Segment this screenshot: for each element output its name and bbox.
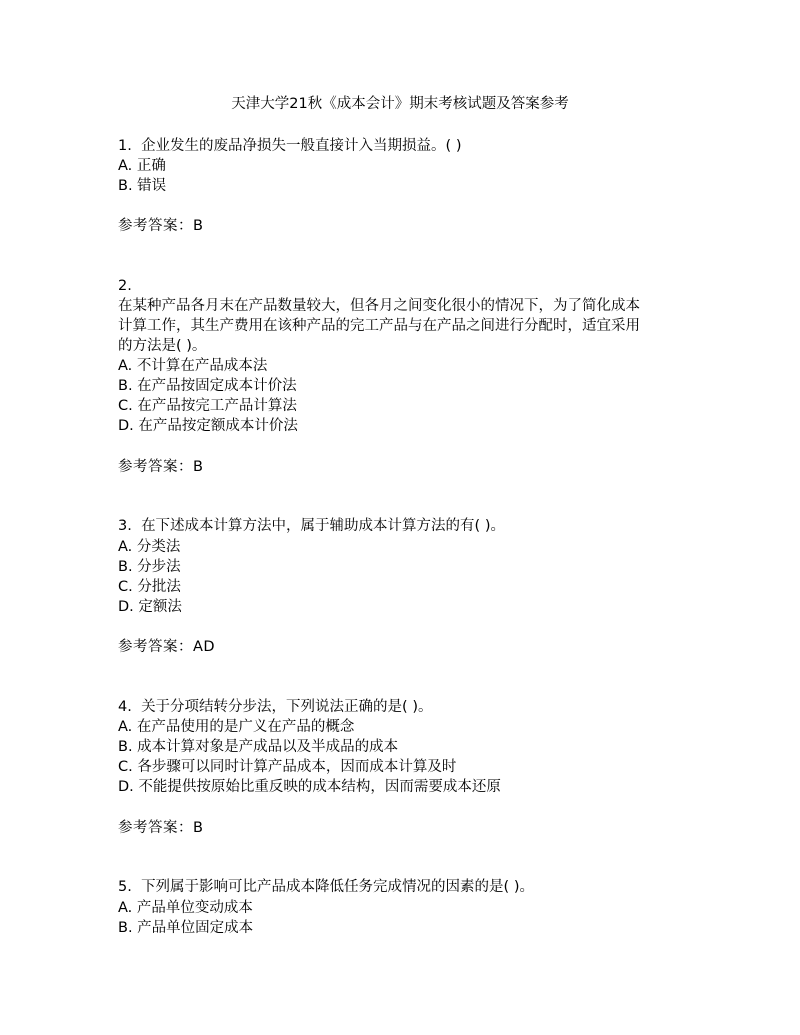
question-1-number: 1. <box>118 138 132 154</box>
question-3-option-c: C. 分批法 <box>118 579 181 595</box>
answer-label: 参考答案： <box>118 639 193 655</box>
question-3-number: 3. <box>118 518 132 534</box>
question-1-answer-value: B <box>193 218 204 234</box>
question-1-answer <box>118 216 203 236</box>
question-4-option-a: A. 在产品使用的是广义在产品的概念 <box>118 719 355 735</box>
question-4-stem <box>118 697 432 717</box>
question-2-stem-line-1: 在某种产品各月末在产品数量较大，但各月之间变化很小的情况下，为了简化成本 <box>118 298 640 314</box>
answer-label: 参考答案： <box>118 459 193 475</box>
question-3-stem-line-1: 在下述成本计算方法中，属于辅助成本计算方法的有( )。 <box>141 518 505 534</box>
question-1-stem-line-1: 企业发生的废品净损失一般直接计入当期损益。( ) <box>141 138 462 154</box>
question-4-option-d: D. 不能提供按原始比重反映的成本结构，因而需要成本还原 <box>118 779 501 795</box>
question-4-answer-value: B <box>193 820 204 836</box>
question-1-option-a: A. 正确 <box>118 158 166 174</box>
question-5-option-a: A. 产品单位变动成本 <box>118 900 253 916</box>
question-2-number: 2. <box>118 278 132 294</box>
question-3-answer <box>118 637 215 657</box>
question-1-option-b: B. 错误 <box>118 178 167 194</box>
question-2-option-a: A. 不计算在产品成本法 <box>118 358 268 374</box>
question-2-option-b: B. 在产品按固定成本计价法 <box>118 378 297 394</box>
document-title: 天津大学21秋《成本会计》期末考核试题及答案参考 <box>231 96 569 112</box>
question-3-option-b: B. 分步法 <box>118 559 181 575</box>
question-3-stem <box>118 516 505 536</box>
question-3-option-d: D. 定额法 <box>118 599 182 615</box>
answer-label: 参考答案： <box>118 820 193 836</box>
question-2-stem-line-3: 的方法是( )。 <box>118 338 207 354</box>
question-5-option-b: B. 产品单位固定成本 <box>118 920 254 936</box>
question-2-answer <box>118 457 203 477</box>
question-2-stem-line-2: 计算工作，其生产费用在该种产品的完工产品与在产品之间进行分配时，适宜采用 <box>118 318 640 334</box>
question-4-stem-line-1: 关于分项结转分步法，下列说法正确的是( )。 <box>141 699 433 715</box>
question-2-answer-value: B <box>193 459 204 475</box>
question-5-stem <box>118 877 534 897</box>
question-4-option-b: B. 成本计算对象是产成品以及半成品的成本 <box>118 739 399 755</box>
question-2-option-d: D. 在产品按定额成本计价法 <box>118 418 298 434</box>
question-4-answer <box>118 818 203 838</box>
question-4-number: 4. <box>118 699 132 715</box>
question-3-option-a: A. 分类法 <box>118 539 181 555</box>
question-3-answer-value: AD <box>193 639 216 655</box>
question-5-stem-line-1: 下列属于影响可比产品成本降低任务完成情况的因素的是( )。 <box>141 879 534 895</box>
question-4-option-c: C. 各步骤可以同时计算产品成本，因而成本计算及时 <box>118 759 457 775</box>
question-2-option-c: C. 在产品按完工产品计算法 <box>118 398 297 414</box>
question-1-stem <box>118 136 461 156</box>
answer-label: 参考答案： <box>118 218 193 234</box>
question-5-number: 5. <box>118 879 132 895</box>
